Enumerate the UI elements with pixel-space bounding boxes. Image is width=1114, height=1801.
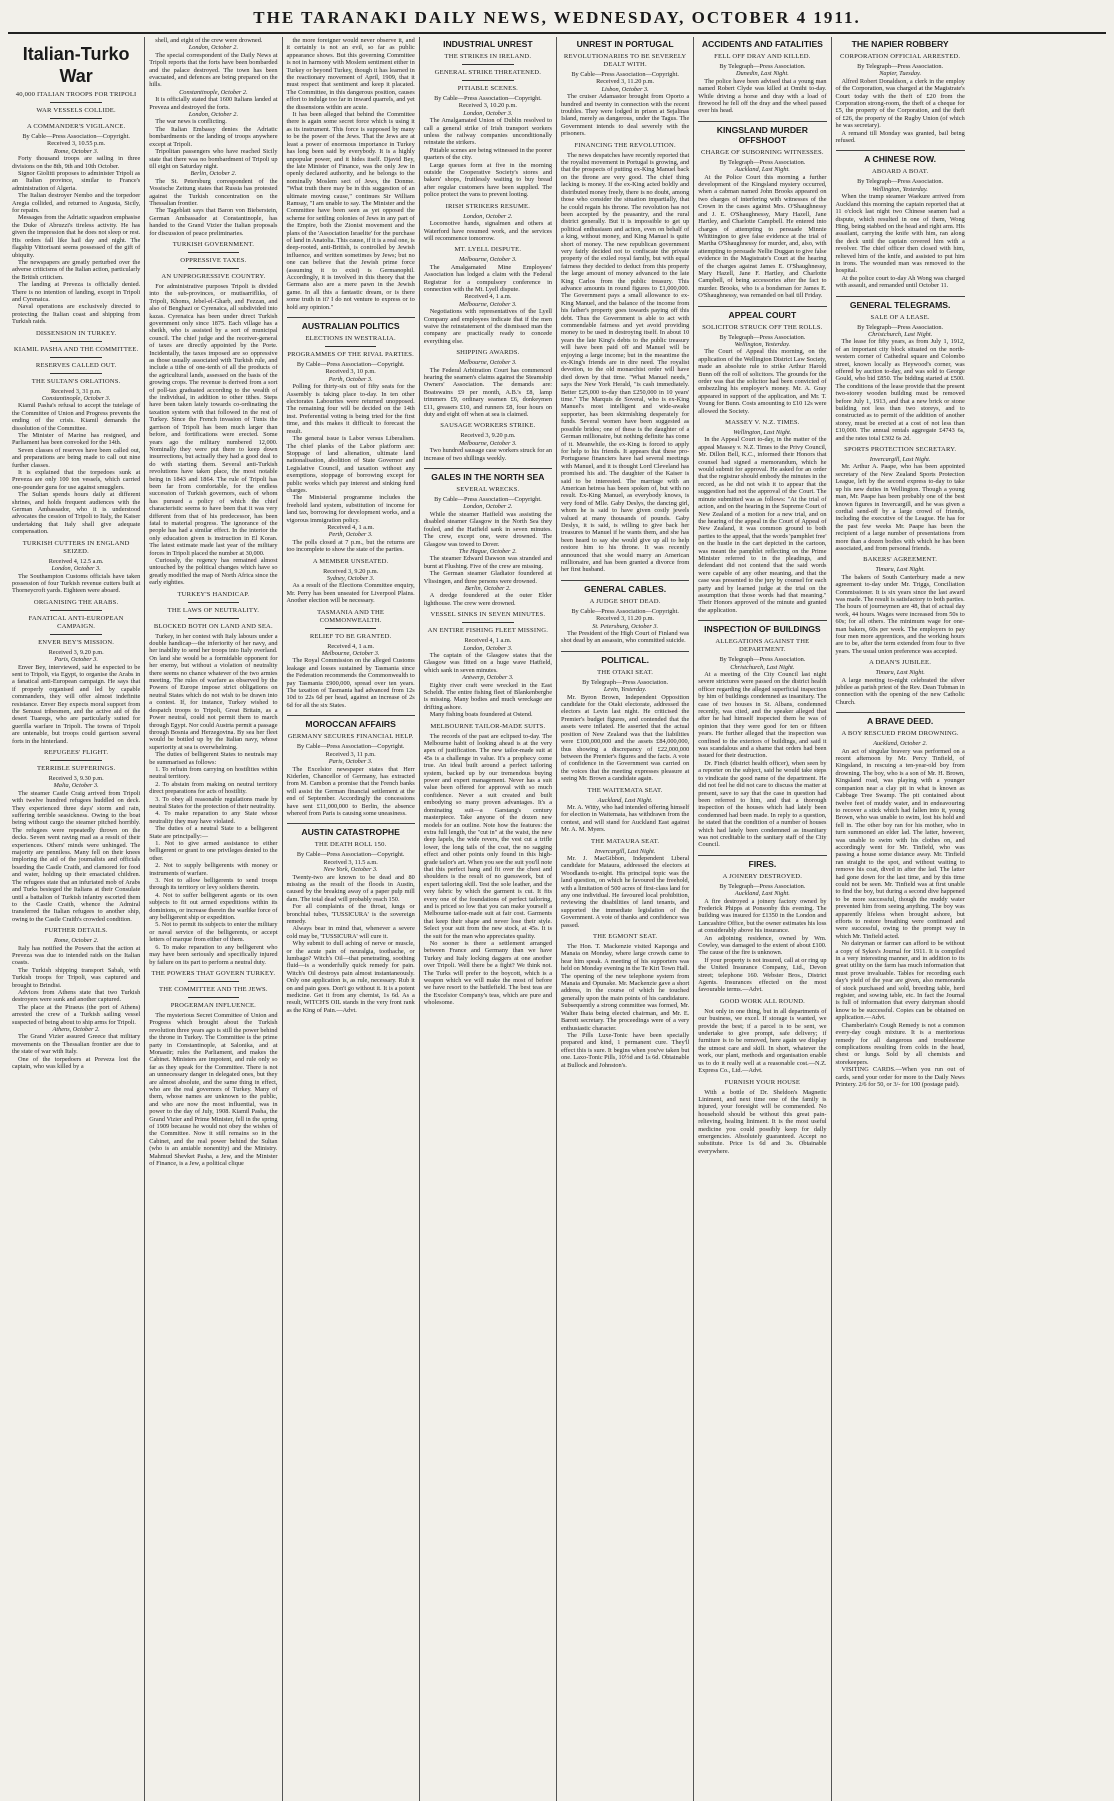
article-paragraph: Why submit to dull aching of nerve or muscle, or the acute pain of neuralgia, toothache, or lumbago? Witch's Oil—that penetrating, soothing fluid—is a wonderfully quick remedy for pain. Witch's Oil destroys pain almost instantaneously. Only one application is, as rule, necessary. Rub it on and pain goes. Don't go without it. It is a potent medicine. Get it from any chemist, 1s 6d. As a result, WITCH'S OIL stands in the very front rank as the King of Pain.—Advt.	[286, 940, 415, 1014]
article-paragraph: Curiously, the regency has remained almost untouched by the political changes which have so greatly modified the map of North Africa since the early eighties.	[149, 557, 278, 587]
section-headline: MOROCCAN AFFAIRS	[287, 715, 415, 729]
article-paragraph: A remand till Monday was granted, bail being refused.	[835, 129, 965, 145]
article-paragraph: The Italian destroyer Nembo and the torpedoer Aregia collided, and returned to Augusta, Sicily, for repairs.	[12, 192, 141, 215]
credit-line: Received 3, 9.30 p.m.	[48, 775, 104, 782]
subheading: OPPRESSIVE TAXES.	[180, 256, 247, 264]
credit-line: Received 3, 9.20 p.m.	[460, 432, 516, 440]
section-headline: ACCIDENTS AND FATALITIES	[701, 39, 823, 49]
column-6	[694, 37, 831, 1801]
article-paragraph: The Excelsior newspaper states that Herr Kiderlen, Chancellor of Germany, has extracted from M. Cambon a promise that the French banks will assist the German financial settlement at the end of September. Accordingly the concessions have sent £11,000,000 to Berlin, the absence whereof from Paris is causing some uneasiness.	[286, 765, 415, 817]
article-paragraph: The Ministerial programme includes the freehold land system, substitution of income for land tax, borrowing for development works, and a vigorous immigration policy.	[286, 494, 415, 524]
dateline: Auckland, Last Night.	[734, 890, 790, 898]
article-paragraph: The police have been advised that a young man named Robert Clyde was killed at Omihi to-day. While driving a horse and dray with a load of firewood he fell off the dray and the wheel passed over his head.	[698, 77, 827, 115]
article-paragraph: Polling for thirty-six out of fifty seats for the Assembly is taking place to-day. In ten other electorates Labourites were returned unopposed. The remaining four will be decided on the 14th inst. Preferential voting is being tried for the first time, and this makes it difficult to forecast the result.	[286, 383, 415, 435]
article-paragraph: The cruiser Adamastor brought from Oporto a hundred and twenty in connection with the recent troubles. They were lodged in prison at Sejalinas Island, merely as dangerous, under the Tagus. The Government intends to deal severely with the prisoners.	[561, 93, 690, 138]
subheading: MT. LYELL DISPUTE.	[454, 246, 522, 254]
divider-rule	[325, 628, 376, 629]
article-paragraph: 5. Not to permit its subjects to enter the military or naval service of the belligerents, or accept letters of marque from either of them.	[149, 921, 278, 944]
subheading: ALLEGATIONS AGAINST THE DEPARTMENT.	[715, 638, 810, 654]
section-headline: APPEAL COURT	[698, 306, 826, 320]
section-headline: KINGSLAND MURDER OFFSHOOT	[698, 121, 826, 145]
article-paragraph: The general issue is Labor versus Liberalism. The chief planks of the Labor platform are: Stoppage of land alienation, ultimate land nationalisation, abolition of State Governor and Legislative Council, and taxation without any exemptions, stoppage of borrowing except for public works which pay interest and sinking fund charges.	[286, 435, 415, 494]
article-paragraph: Naval operations are exclusively directed to protecting the Italian coast and shipping from Turkish raids.	[12, 303, 141, 326]
credit-line: Received 3, 9.20 p.m.	[323, 567, 379, 575]
article-paragraph: The lease for fifty years, as from July 1, 1912, of an important city block situated on the north-western corner of Cathedral square and Colombo street, known locally as Heywood's corner, was offered by auction to-day, and was sold to George Gould, who bid £850. The bidding started at £500. The conditions of the lease provide that the present two-storey wooden building must be removed before July 1, 1913, and that a new brick or stone building not less than two storeys, and to constructed as to permit of the addition of another storey, must be erected at a cost of not less than £10,000. The annual rentals aggregate £4743 6s, and the rates total £302 6s 2d.	[835, 338, 965, 442]
divider-rule	[188, 981, 239, 982]
article-paragraph: The Southampton Customs officials have taken possession of four Turkish revenue cutters built at Thorneycroft yards. Eighteen were aboard.	[12, 572, 141, 595]
article-paragraph: Two hundred sausage case workers struck for an increase of two shillings weekly.	[423, 447, 552, 462]
credit-line: By Telegraph—Press Association.	[719, 158, 806, 166]
section-headline: POLITICAL.	[561, 651, 689, 665]
subheading: A COMMANDER'S VIGILANCE.	[26, 123, 126, 130]
article-paragraph: For administrative purposes Tripoli is divided into the sub-provinces, or mutisarrifliks, of Tripoli, Khoms, Jebel-el-Gharb, and Fezzan, and also of Benghazi or Cyrenaica, all subdivided into kazas. Cyrenaica has been under direct Turkish government only since 1875. Each village has a sheikh, who is assisted by a sort of municipal council. The chief judge and the receiver-general of taxes are directly appointed by the Porte. Incidentally, the taxes imposed are so oppressive as those usually associated with Turkish rule, and include a tithe of one-tenth of all the products of the agricultural lands, assessed on the basis of the growing crops. The revenue is derived from a sort of poll-tax graduated according to the wealth of the individual, in addition to other tithes. Steps have been taken lately towards co-ordinating the taxation system with that followed in the rest of Turkey. Since the French invasion of Tunis the garrison of Tripoli has been much larger than before, and fortifications were erected. Some years ago the military numbered 12,000. Nominally they were put there to keep down insurrections, but actually they had a good deal to do with starting them. Several anti-Turkish revolutions have taken place, the most notable being in 1843 and 1864. The rule of Tripoli has been far from comfortable, for the endless succession of Turkish governors, each of whom has pursued a policy of which the chief characteristic seems to have been that it was very different from that of his predecessor, has been fatal to material progress. The ignorance of the people has had a similar effect. In the interior the only education given is instruction in El Koran. The latest estimate made last year of the military forces in Tripoli placed the number at 30,000.	[149, 282, 278, 557]
subheading: DISSENSION IN TURKEY.	[35, 329, 117, 337]
article-paragraph: It has been alleged that behind the Committee there is again some secret force which is using it as its instrument. This force is supposed by many to be the power of the Jews. That the Jews are at least a power of enormous importance in Turkey has long been said by everybody. It is a highly unpopular power, and it hides itself. Djavid Bey, the late Minister of Finance, was the only Jew in openly declared authority, and he belongs to the nominally Moslem sect of Jews, the Donme. "What truth there may be in this suggestion of an ultimate moving cause," continues Sir William Ramsay, "I am unable to say. The Minister and the Committee have been seen as yet opposed the scheme for settling colonies of Jews in any part of the Empire, both the Zionist movement and the plans of the 'Association Israelite' for the purchase of land in Anatolia. This cause, if it is a real one, is deep-rooted, anti-British, is controlled by Jewish influence, and written sometimes by Jews; but no one can believe that the Jewish prime force (assuming it to exist) is Germanophil. Accordingly, it is involved in this theory that the Germans also are a mere pawn in the Jewish game. In all this a fantastic dream, or is there some truth in it? I do not venture to express or to hold any opinion."	[286, 111, 415, 311]
divider-rule	[50, 102, 101, 103]
article-paragraph: The Sultan spends hours daily at different shrines, and holds frequent audiences with the German Ambassador, who it is understood advocates the cession of Tripoli to Italy, the Kaiser undertaking that Italy shall give adequate compensation.	[12, 491, 141, 536]
credit-line: By Cable—Press Association—Copyright.	[296, 361, 405, 369]
article-paragraph: Negotiations with representatives of the Lyell Company and employees indicate that if the men waive the reinstatement of the dismissed man the company are practically ready to concede everything else.	[423, 308, 552, 345]
article-paragraph: A dredge foundered at the outer Elder lighthouse. The crew were drowned.	[423, 592, 552, 607]
credit-line: Received 3, 11.20 p.m.	[596, 78, 655, 86]
article-paragraph: Mr. Arthur A. Paape, who has been appointed secretary of the New Zealand Sports Protection League, left by the second express to-day to take up his new duties in Wellington. Though a young man, Mr. Paape has been probably one of the best known figures in Invercargill, and he was given a cordial send-off by a large crowd of friends, including the executive of the League. He has for the past few weeks Mr. Paape has been the recipient of a large number of presentations from more than a dozen bodies with which he has been associated, and from personal friends.	[835, 463, 965, 552]
dateline: Athens, October 2.	[52, 1026, 100, 1033]
dateline: London, October 3.	[51, 565, 101, 573]
dateline: Melbourne, October 3.	[459, 300, 517, 308]
article-paragraph: An act of singular bravery was performed on a recent afternoon by Mr. Percy Tinfield, of Kingsland, in rescuing a ten-year-old boy from drowning. The boy, who is a son of Mr. H. Brown, Kingsland road, was playing with a younger companion near a clay pit in what is known as Cabbage Tree Swamp. The pit contained about twelve feet of muddy water, and in endeavouring to recover a stick which had fallen into it, young Brown, who was unable to swim, lost his hold and fell in. The other boy ran for his mother, who in turn summoned an elder lad. The latter, however, was unable to swim with his clothes on, and accordingly went for Mr. Tinfield, who was passing a house some distance away. Mr. Tinfield ran straight to the spot, and without waiting to remove his coat, dived in after the lad. The latter had gone down for the last time, and by this time could not be seen. Mr. Tinfield was at first unable to find the boy, but during a second dive happened to be more successful, though the muddy water prevented him from seeing anything. The boy was apparently lifeless when brought ashore, but efforts to restore breathing were continued and were successful, owing to the prompt way in which Mr. Tinfield acted.	[835, 747, 965, 940]
divider-rule	[50, 118, 101, 119]
dateline: London, October 2.	[463, 212, 513, 220]
subheading: TURKISH GOVERNMENT.	[172, 240, 255, 248]
column-5	[557, 37, 694, 1801]
article-paragraph: At the police court to-day Ah Wong was charged with assault, and remanded until October 11.	[835, 274, 965, 290]
divider-rule	[50, 357, 101, 358]
subheading: RELIEF TO BE GRANTED.	[309, 632, 392, 640]
article-paragraph: The Pills Luxe-Tonic have been specially prepared and kind, 1 permanent cure. They'll effect this is sure. It begins when you've taken but one. Laxo-Tonic Pills, 10½d and 1s 6d. Obtainable at Bullock and Johnston's.	[561, 1031, 690, 1069]
dateline: London, October 2.	[463, 503, 513, 511]
section-headline: INDUSTRIAL UNREST	[443, 39, 533, 49]
credit-line: By Cable—Press Association—Copyright.	[434, 95, 542, 102]
section-headline: INSPECTION OF BUILDINGS	[698, 620, 826, 634]
divider-rule	[50, 373, 101, 374]
subheading: THE LAWS OF NEUTRALITY.	[167, 606, 260, 614]
article-paragraph: Enver Bey, interviewed, said he expected to be sent to Tripoli, via Egypt, to organise the Arabs in a fanatical anti-European campaign. He says that if properly organised and led by capable commanders, they will offer almost indefinite resistance. Enver Bey expects moral support from the Senussi tribesmen, and the active aid of the desert Tuaregs, who are particularly suited for guerilla warfare in Tripoli. The towns of Tripoli are untenable, but troops could garrison several forts in the hinterland.	[12, 663, 141, 745]
divider-rule	[325, 346, 376, 347]
article-paragraph: The Tageblatt says that Baron von Bieberstein, German Ambassador at Constantinople, has handed to the Grand Vizier the Italian proposals for discussion of peace preliminaries.	[149, 207, 278, 237]
article-paragraph: The war news is conflicting.	[155, 118, 227, 126]
dateline: Berlin, October 2.	[190, 170, 237, 178]
subheading: CHARGE OF SUBORNING WITNESSES.	[701, 148, 824, 156]
dateline: Timaru, Last Night.	[875, 669, 925, 677]
article-paragraph: Eighty river craft were wrecked in the East Scheldt. The entire fishing fleet of Blankenberghe is missing. Many bodies and much wreckage are drifting ashore.	[423, 681, 552, 711]
subheading: SAUSAGE WORKERS STRIKE.	[440, 422, 536, 430]
credit-line: Received 4, 1 a.m.	[327, 642, 375, 650]
subheading: A DEAN'S JUBILEE.	[869, 659, 932, 667]
article-paragraph: the more foreigner would never observe it, and it certainly is not an evil, so far as public appearance shows. But this governing Committee is not in harmony with Moslem sentiment either in Turkey or beyond Turkey, though it has learned in the reactionary movement of April, 1909, that it must respect that sentiment and keep it placated. The Committee, in this dangerous position, causes effort to indulge too far in inward quarrels, and yet the dissensions within are acute.	[286, 37, 415, 111]
subheading: IRISH STRIKERS RESUME.	[445, 202, 531, 210]
article-paragraph: The polls closed at 7 p.m., but the returns are too incomplete to show the state of the parties.	[286, 538, 415, 554]
article-paragraph: The bakers of South Canterbury made a new agreement to-day under Mr. Triggs, Conciliation Commissioner. It is six years since the last award was made. The result is satisfactory to both parties. The hours of journeymen are 48, that of actual day work, 44 hours. Wages were increased from 50s to 60s; for all others. The minimum wage for one-man bakers, 60s per week. The employers to pay four men more apprentices, and the working hours are to be, after the term extended from four to five years. The usual union preference was accepted.	[835, 573, 965, 655]
subheading: WAR VESSELS COLLIDE.	[36, 107, 116, 114]
article-paragraph: VISITING CARDS.—When you run out of cards, send your order for more to the Daily News Printery. 2/6 for 50, or 3/- for 100 (postage paid).	[835, 1066, 965, 1088]
article-paragraph: The mysterious Secret Committee of Union and Progress which brought about the Turkish revolution three years ago is still the power behind the throne in Turkey. The Committee is the prime party in Constantinople, at Salonika, and at Monastir; rules the Parliament, and makes the Cabinet. Ministers are impotent, and rule only so far as they speak for the Committee. There is not an unnecessary danger in delegated ones, but they are almost absolute, and the same thing in effect, who are the real governors of Turkey. Many of them, whose names are unknown to the public, and who are now the most influential, was in power to the day of July, 1908. Kiamil Pasha, the Grand Vizier and Prime Minister, fell in the spring of 1909 because he would not obey the wishes of the Committee. Now it still remains so in the Cabinet, and the real power behind the Sultan (who is an amiable nonentity) and the Ministry. Mahmud Shevket Pasha, a Jew, and the Minister of Finance, is a Jew, a political clique	[149, 1011, 278, 1168]
subheading: THE POWERS THAT GOVERN TURKEY.	[151, 969, 276, 977]
article-paragraph: The Turkish shipping transport Sabah, with Turkish troops for Tripoli, was captured and brought to Brindisi.	[12, 966, 141, 989]
credit-line: By Cable—Press Association—Copyright.	[22, 133, 130, 140]
dateline: Dunedin, Last Night.	[735, 70, 789, 78]
article-paragraph: 1. Not to give armed assistance to either belligerent or grant to one privileges denied to the other.	[149, 840, 278, 862]
subheading: RESERVES CALLED OUT.	[35, 361, 117, 369]
subheading: THE SULTAN'S ORLATIONS.	[31, 377, 121, 385]
article-paragraph: 4. Not to suffer belligerent agents or its own subjects to fit out armed expeditions within its dominions, or increase therein the warlike force of any belligerent ship or expedition.	[149, 891, 278, 922]
subheading: THE OTAKI SEAT.	[597, 668, 654, 676]
dateline: Timaru, Last Night.	[875, 566, 925, 574]
dateline: Paris, October 3.	[54, 656, 98, 664]
subheading: 40,000 ITALIAN TROOPS FOR TRIPOLI	[15, 91, 137, 98]
article-paragraph: The Court of Appeal this morning, on the application of the Wellington District Law Society, made an absolute rule to strike Arthur Harold Bunn off the roll of solicitors. The grounds for the order was that the solicitor had been convicted of embezzling his employer's money. Mr. A. Gray appeared in support of the application, and Mr. T. Young for Bunn. Costs amounting to £10 12s were allowed the Society.	[698, 348, 827, 415]
section-headline: FIRES.	[698, 855, 826, 869]
subheading: AN UNPROGRESSIVE COUNTRY.	[161, 272, 266, 280]
article-paragraph: Large queues form at five in the morning outside the Cooperative Society's stores and bakers' shops, fruitlessly waiting to buy bread after regular customers have been supplied. The police protect the vans to prevent looting.	[423, 161, 552, 199]
article-paragraph: Pitiable scenes are being witnessed in the poorer quarters of the city.	[423, 146, 552, 162]
dateline: Napier, Tuesday.	[879, 70, 922, 78]
article-paragraph: The Minister of Marine has resigned, and Parliament has been convoked for the 14th.	[12, 432, 141, 447]
subheading: MASSEY V. N.Z. TIMES.	[725, 419, 800, 427]
article-paragraph: When the tramp steamer Waekure arrived from Auckland this morning the captain reported that at 11 o'clock last night two Chinese seamen had a dispute, which resulted in one of them, Wong Hing, being stabbed on the head and right arm. His assailant, carrying the knife with him, ran along the deck until the captain covered him with a revolver. The chief officer then closed with him, relieved him of the knife, and assisted to put him in irons. The wounded man was removed to the hospital.	[835, 193, 965, 275]
subheading: THE WAITEMATA SEAT.	[587, 786, 663, 794]
article-paragraph: Italy has notified the Powers that the action at Preveza was due to intended raids on the Italian coasts.	[12, 944, 141, 967]
credit-line: Received 4, 1 a.m.	[464, 293, 512, 301]
dateline: Auckland, Last Night.	[734, 166, 790, 174]
credit-line: By Cable—Press Association—Copyright.	[434, 496, 542, 504]
article-paragraph: It is officially stated that 1600 Italians landed at Preveza and destroyed the forts.	[149, 96, 278, 111]
article-paragraph: The duties of a neutral State to a belligerent State are principally:—	[149, 825, 278, 840]
article-paragraph: An adjoining residence, owned by Wm. Cowley, was damaged to the extent of about £100. The cause of the fire is unknown.	[698, 934, 827, 957]
subheading: A JOINERY DESTROYED.	[722, 872, 803, 880]
subheading: ABOARD A BOAT.	[871, 168, 929, 176]
dateline: The Hague, October 2.	[458, 547, 517, 555]
article-paragraph: shell, and eight of the crew were drowned.	[155, 37, 263, 44]
credit-line: Received 3, 11.20 p.m.	[596, 615, 655, 623]
subheading: FURTHER DETAILS.	[44, 927, 108, 935]
subheading: TURKISH CUTTERS IN ENGLAND SEIZED.	[22, 539, 130, 555]
article-paragraph: Turkey, in her contest with Italy labours under a double handicap—the inferiority of her navy, and her inability to send her troops into Italy overland. On land she would be a formidable opponent for her enemy, but without a violation of neutrality there seems no chance whatever of the two armies meeting. The rules of warfare as observed by the Powers of Europe impose strict obligations on neutral States which do not wish to be drawn into a contest. If, for instance, Turkey wished to despatch troops to Tripoli, Great Britain, as a Power neutral, could not permit them to march through Egypt. Nor could Austria permit a passage through Bosnia and Herzegovina. By sea her fleet would be bottled up by the Italian navy, whose superiority at sea is overwhelming.	[149, 632, 278, 751]
dateline: Berlin, October 2.	[464, 584, 511, 592]
article-paragraph: It is explained that the torpedoes sunk at Preveza are only 100 ton vessels, which carried one-pounder guns for use against smugglers.	[12, 469, 141, 491]
subheading: SALE OF A LEASE.	[870, 313, 930, 321]
subheading: FINANCING THE REVOLUTION.	[574, 141, 676, 149]
dateline: Constantinople, October 3.	[41, 394, 111, 402]
section-headline: AUSTRALIAN POLITICS	[287, 317, 415, 331]
dateline: London, October 3.	[463, 644, 513, 652]
section-headline: GENERAL CABLES.	[561, 580, 689, 594]
divider-rule	[188, 268, 239, 269]
dateline: Antwerp, October 3.	[462, 674, 514, 682]
divider-rule	[50, 610, 101, 611]
subheading: MELBOURNE TAILOR-MADE SUITS.	[430, 722, 546, 730]
credit-line: By Cable—Press Association—Copyright.	[571, 71, 679, 78]
credit-line: By Telegraph—Press Association.	[857, 63, 944, 70]
section-headline: GALES IN THE NORTH SEA	[424, 468, 552, 482]
divider-rule	[50, 341, 101, 342]
article-paragraph: The German steamer Gladiator foundered at Vlissingen, and three persons were drowned.	[423, 570, 552, 585]
dateline: Levin, Yesterday.	[603, 686, 647, 694]
article-paragraph: The records of the past are eclipsed to-day. The Melbourne habit of looking ahead is at the very apex of justification. The new tailor-made suit at 45s is a challenge in value. It's a prophecy come true. An ideal built around a perfect tailoring system, backed up by our tremendous buying power and expert management. Never has a suit value been offered for approval with so much confidence. Never a suit created and built embodying so many proven advantages. It's a dominating suit—a Garstang's century masterpiece. Take anyone of the dozen new models for an outline. Note how the features: the extra full length, the "cut in" at the waist, the new deep lapels, the wide revers, the vest cut a trifle lower, the long tails of the coat, the no sagging effect and other points only found in this high-grade tailor's art. When you see the suit you'll note that this perfect hang and fit over the chest and shoulders is the result of no guesswork, but of expert tailoring skill. Test the sole leather, and the very fabric by which the garment is cut. It fits every one of the foundations of perfect tailoring, and is priced so low that you can make yourself a Melbourne tailor-made suit at fair cost. Garments that keep their shape and never lose their style. Select your suit from the new stock, at 45s. It is the suit for the man who appreciates quality.	[423, 732, 552, 940]
article-paragraph: A large meeting to-night celebrated the silver jubilee as parish priest of the Rev. Dean Tubman in connection with the opening of the new Catholic Church.	[835, 676, 965, 706]
credit-line: By Telegraph—Press Association.	[719, 882, 806, 890]
article-paragraph: The Hon. T. Mackenzie visited Kaponga and Manaia on Monday, where large crowds came to hear him speak. A meeting of his supporters was held on Monday evening in the Te Kiri Town Hall. The opening of the new telephone system from Manaia and Opunake. Mr. Mackenzie gave a short address, in the course of which he touched generally upon the main points of his candidature. Subsequently a strong committee was formed, Mr. Walter Ihaia being elected chairman, and Mr. E. Barrett secretary. The proceedings were of a very enthusiastic character.	[561, 943, 690, 1032]
credit-line: Received 3, 10.55 p.m.	[47, 140, 106, 148]
subheading: BLOCKED BOTH ON LAND AND SEA.	[153, 622, 273, 630]
subheading: REFUGEES' FLIGHT.	[44, 749, 109, 756]
masthead: THE TARANAKI DAILY NEWS, WEDNESDAY, OCTOBER 4 1911.	[8, 6, 1106, 34]
credit-line: Received 3, 9.20 p.m.	[48, 648, 104, 656]
subheading: ENVER BEY'S MISSION.	[38, 638, 115, 646]
subheading: TASMANIA AND THE COMMONWEALTH.	[317, 608, 385, 624]
article-paragraph: Dr. Finch (district health officer), when seen by a reporter on the subject, said he would take steps to vindicate the good name of the department. He did not feel he did not care to discuss the matter at present, save to say that the case in question had been referred to him, and that a thorough inspection of the houses which had lately been condemned had been made. In reply to a question, he stated that the condition of a number of houses which had lately been condemned as insanitary was not creditable to the sanitary staff of the City Council.	[698, 759, 827, 849]
dateline: Invercargill, Last Night.	[594, 847, 656, 855]
dateline: Paris, October 3.	[328, 758, 373, 766]
dateline: St. Petersburg, October 3.	[592, 622, 659, 630]
subheading: TERRIBLE SUFFERINGS.	[36, 765, 116, 772]
column-1	[8, 37, 145, 1801]
dateline: Perth, October 3.	[328, 375, 373, 383]
credit-line: Received 3, 31 p.m.	[50, 387, 102, 395]
subheading: THE COMMITTEE AND THE JEWS.	[158, 985, 268, 993]
article-paragraph: Seven classes of reserves have been called out, and preparations are being made to call out nine further classes.	[12, 446, 141, 469]
subheading: TURKEY'S HANDICAP.	[177, 590, 250, 598]
credit-line: By Telegraph—Press Association.	[719, 63, 806, 70]
subheading: THE DEATH ROLL 150.	[314, 841, 387, 849]
article-paragraph: Mr. Byron Brown, Independent Opposition candidate for the Otaki electorate, addressed the electors at Levin last night. He criticised the Premier's budget figures, and contended that the assets were inflated. He asserted that the actual position of New Zealand was that the liabilities were £100,000,000 and the assets £84,000,000, thus showing a discrepancy of £22,000,000 between the Premier's figures and the facts. A vote of confidence in the Government was carried on the voices that the meeting expresses pleasure at seeing Mr. Brown a candidate again.	[561, 693, 690, 783]
article-paragraph: The Federal Arbitration Court has commenced hearing the seamen's claims against the Steamship Owners' Association. The demands are: Boatswains £9 per month, A.B.'s £8, lamp trimmers £9, ordinary seamen £6, donkeymen £11, greasers £10, and runners £8, four hours on duty and eight off when at sea is claimed.	[423, 366, 552, 419]
divider-rule	[462, 64, 513, 65]
subheading: FANATICAL ANTI-EUROPEAN CAMPAIGN.	[28, 614, 124, 630]
dateline: Rome, October 2.	[53, 937, 99, 945]
article-paragraph: One of the torpedoers at Preveza lost the captain, who was killed by a	[12, 1055, 141, 1071]
divider-rule	[188, 602, 239, 603]
article-paragraph: Chamberlain's Cough Remedy is not a common every-day cough mixture. It is a meritorious remedy for all dangerous and troublesome complications resulting from colds in the head, chest or lungs. Sold by all chemists and storekeepers.	[835, 1021, 965, 1066]
subheading: SPORTS PROTECTION SECRETARY.	[844, 446, 957, 454]
article-paragraph: At the Police Court this morning a further development of the Kingsland mystery occurred, when a cabman named John Brooks appeared on two charges of interfering with witnesses of the Crown in the cases against Mrs. O'Shaughnessy and J. E. O'Shaughnessy, Mary Hazell, Jane Hartley, and Charlotte Campbell. He entered into charges of attempting to persuade Minnie Whittington to give false evidence at the trial of Martha O'Shaughnessy for murder, and, also, with attempting to persuade Nellie Duggan to give false evidence in the Magistrate's Court at the hearing of the charges against James E. O'Shaughnessy, Mary Hazell, Jane F. Hartley, and Charlotte Campbell, of being accessories after the fact to murder. Brooks, who is a bondsman for James E. O'Shaughnessy, was remanded on bail till Friday.	[698, 173, 827, 300]
dateline: Perth, October 3.	[328, 531, 373, 539]
subheading: ORGANISING THE ARABS.	[33, 598, 119, 606]
dateline: Melbourne, October 3.	[459, 439, 517, 447]
credit-line: Received 4, 1 a.m.	[327, 523, 375, 531]
column-container	[8, 37, 1106, 1801]
dateline: Malta, October 3.	[53, 782, 99, 790]
credit-line: By Telegraph—Press Association.	[857, 323, 944, 331]
subheading: A JUDGE SHOT DEAD.	[589, 597, 661, 605]
article-paragraph: 2. Not to supply belligerents with money or instruments of warfare.	[149, 862, 278, 877]
article-paragraph: The Royal Commission on the alleged Customs leakage and losses sustained by Tasmania since the Federation recommends the Commonwealth to pay Tasmania £900,000, spread over ten years. The taxation of Tasmania had advanced from 12s 10d to 22s 6d per head, against an increase of 2s 6d for all the six States.	[286, 657, 415, 709]
article-paragraph: Locomotive hands, signalmen and others at Waterford have resumed work, and the services will recommence tomorrow.	[423, 220, 552, 242]
article-paragraph: Messages from the Adriatic squadron emphasise the Duke of Abruzzi's tireless activity. He has given the impression that he does not sleep or rest. His orders fall like hail day and night. The flagship Vittorisani seems possessed of the gift of ubiquity.	[12, 214, 141, 259]
column-2	[145, 37, 282, 1801]
article-paragraph: Kiamil Pasha's refusal to accept the tutelage of the Committee of Union and Progress prevents the ending of the crisis. Kiamil demands the dissolution of the Committee.	[12, 402, 141, 432]
article-paragraph: 3. To obey all reasonable regulations made by neutral States for the protection of their neutrality.	[149, 795, 278, 810]
dateline: London, October 2.	[188, 44, 239, 52]
subheading: ELECTIONS IN WESTRALIA.	[305, 335, 396, 343]
column-3	[283, 37, 420, 1801]
section-headline: A CHINESE ROW.	[836, 150, 965, 164]
article-paragraph: Mr. J. MacGibbon, Independent Liberal candidate for Mataura, addressed the electors at Woodlands to-night. His principal topic was the land question, on which he favoured the freehold, with a limitation of 500 acres of first-class land for any one individual. He favoured local prohibition, reviewing the disabilities of land tenants, and supported the immediate legislation of the Government. A vote of thanks and confidence was passed.	[561, 854, 690, 929]
divider-rule	[188, 997, 239, 998]
article-paragraph: 2. To abstain from making on neutral territory direct preparations for acts of hostility.	[149, 780, 278, 796]
subheading: PROGRAMMES OF THE RIVAL PARTIES.	[287, 351, 414, 359]
dateline: Invercargill, Last Night.	[869, 456, 931, 464]
article-paragraph: The President of the High Court of Finland was shot dead by an assassin, who committed suicide.	[561, 630, 690, 645]
subheading: VESSEL SINKS IN SEVEN MINUTES.	[430, 611, 546, 619]
section-headline: AUSTIN CATASTROPHE	[287, 823, 415, 837]
article-paragraph: Signor Giolitti proposes to administer Tripoli as an Italian province, similar to France's administration of Algeria.	[12, 170, 141, 192]
subheading: GENERAL STRIKE THREATENED.	[434, 69, 542, 76]
subheading: THE MATAURA SEAT.	[591, 837, 660, 845]
dateline: Wellington, Last Night.	[733, 429, 792, 437]
article-paragraph: The Amalgamated Mine Employees' Association has lodged a claim with the Federal Registrar for a compulsory conference in connection with the Mt. Lyell dispute.	[423, 263, 552, 293]
article-paragraph: Mr. A. Witty, who had intended offering himself for election in Waitemata, has withdrawn from the contest, and will stand for Auckland East against Mr. A. M. Myers.	[561, 803, 690, 834]
dateline: Lisbon, October 3.	[601, 85, 649, 93]
credit-line: By Cable—Press Association—Copyright.	[296, 743, 405, 751]
credit-line: Received 3, 11.5 a.m.	[323, 858, 378, 866]
headline: Italian-Turko War	[22, 44, 130, 86]
section-headline: THE NAPIER ROBBERY	[851, 39, 949, 49]
section-headline: A BRAVE DEED.	[836, 712, 965, 726]
divider-rule	[50, 760, 101, 761]
article-paragraph: The captain of the Glasgow states that the Glasgow was fitted on a huge wave Hatfield, which sank in seven minutes.	[423, 651, 552, 674]
article-paragraph: The St. Petersburg correspondent of the Vossische Zeitung states that Russia has protested against the Turkish concentration on the Thessalian frontier.	[149, 177, 278, 207]
credit-line: By Cable—Press Association—Copyright.	[296, 851, 405, 859]
article-paragraph: 4. To make reparation to any State whose neutrality they may have violated.	[149, 810, 278, 825]
article-paragraph: The special correspondent of the Daily News at Tripoli reports that the forts have been bombarded and the palace destroyed. The town has been evacuated, and defences are being prepared on the hills.	[149, 51, 278, 89]
article-paragraph: The news despatches have recently reported that the royalist movement in Portugal is growing, and that the prospects of putting ex-King Manuel back on the throne are very good. The chief thing lacking is money. If the ex-King acted boldly and distributed money freely, there is no doubt, among those who consider the situation impartially, that he could regain his throne. The revolution has not been accepted by the peasantry, and the rural district generally. But it is impossible to get up political enthusiasm and action, even on behalf of a king, without money, and King Manuel is quite short of money. The new republican government very fairly decided not to confiscate the private property of the exiled royal family, but with equal fairness they decided to deduct from this property the large amount of money advanced to the late King Carlos from the public treasury. This advance amounts in round figures to £1,000,000. The Government pays a small allowance to ex-King Manuel, and the balance of the income from his father's property goes towards paying off this debt. Thus the Government is able to act with commendable fairness and yet avoid providing money to be used in destroying itself. In about 10 years the late King's debts to the public treasury will have been paid off and Manuel will be enjoying a large income; but in the meantime the ex-King's friends are in dire need. The royalist devotion, to the old monarchist order will have died down by that time. "What Manuel needs," says the New York Herald, "is cash immediately. Better £25,000 to-day than £250,000 in 10 years' time." The Marquis de Soveral, who is ex-King Manuel's most intelligent and wide-awake supporter, has been skirmishing desperately for funds. Several women have been suggested as possible brides; one of these is the daughter of a German millionaire, but nothing definite has come of it. Meanwhile, the ex-King is forced to apply for help to his friends. It appears that these pro-Portuguese financiers have had several meetings with Manuel, and it is thought Lord Cleveland has promised his aid. The daughter of the Kaiser is said to be interested. The marriage with an American heiress has been spoken of, but with no result. Ex-King Manuel, as everybody knows, is very fond of Mlle. Gaby Deslys, the dancing girl, whom he is said to have given costly jewels valued at many thousands of pounds. Gaby Deslys, it is said, is willing to give back her treasures to Manuel if he wants them, and she has been heard to say she would give up all to help restore him to his throne. It was recently announced that she would marry an American millionaire, and has been granted a divorce from her first husband.	[561, 151, 690, 574]
article-paragraph: Always bear in mind that, whenever a severe cold may be, 'TUSSICURA' will cure it.	[286, 925, 415, 940]
article-paragraph: Forty thousand troops are sailing in three divisions on the 8th, 9th and 10th October.	[12, 155, 141, 170]
dateline: Wellington, Yesterday.	[734, 340, 791, 348]
subheading: AN ENTIRE FISHING FLEET MISSING.	[427, 627, 549, 635]
article-paragraph: The place at the Piraeus (the port of Athens) arrested the crew of a Turkish sailing vessel suspected of being about to ship arms for Tripoli.	[12, 1003, 141, 1026]
article-paragraph: The newspapers are greatly perturbed over the adverse criticisms of the Italian action, particularly the British criticism.	[12, 258, 141, 281]
article-paragraph: If your property is not insured, call at or ring up the United Insurance Company, Ltd., Devon street; telephone 160. Webster Bros., District Agents. Insurances effected on the most favourable terms.—Advt.	[698, 956, 827, 994]
subheading: GERMANY SECURES FINANCIAL HELP.	[287, 733, 414, 741]
credit-line: By Telegraph—Press Association.	[582, 678, 669, 686]
article-paragraph: 1. To refrain from carrying on hostilities within neutral territory.	[149, 765, 278, 781]
credit-line: By Telegraph—Press Association.	[719, 333, 806, 341]
dateline: Auckland, October 2.	[873, 740, 928, 748]
article-paragraph: While the steamer Hatfield was assisting the disabled steamer Glasgow in the North Sea they fouled, and the Hatfield sank in seven minutes. The crew, except one, were drowned. The Glasgow was towed to Dover.	[423, 510, 552, 548]
article-paragraph: At a meeting of the City Council last night severe strictures were passed on the district health officer regarding the alleged superficial inspection by him of buildings condemned as insanitary. The case of two houses in St. Albans, condemned recently, was cited, and the speaker alleged that after he had himself inspected them he was of opinion that they were good for ten or fifteen years. He further alleged that the inspection was confined to the exteriors of buildings, and said it was scandalous and a shame that orders had been issued for their destruction.	[698, 671, 827, 760]
dateline: New York, October 3.	[323, 866, 378, 874]
dateline: Melbourne, October 3.	[459, 359, 517, 367]
article-paragraph: No dairyman or farmer can afford to be without a copy of Sykes's Journal for 1911. It is compiled in a very interesting manner, and in addition to its great utility on the farm has much information that must prove invaluable. Tables for recording each day's yield of the year are given, also memoranda of stock purchased and sold, breeding table, herd register, and sowing table, etc. In fact the Journal is full of information that every dairyman should know to be successful. Copies can be obtained on application.—Advt.	[835, 940, 965, 1022]
article-paragraph: The Italian Embassy denies the Adriatic bombardments or the landing of troops anywhere except at Tripoli.	[149, 125, 278, 148]
credit-line: Received 4, 1 a.m.	[464, 637, 512, 645]
credit-line: By Cable—Press Association—Copyright.	[571, 607, 679, 615]
subheading: PROGERMAN INFLUENCE.	[170, 1001, 257, 1009]
subheading: SOLICITOR STRUCK OFF THE ROLLS.	[702, 323, 823, 331]
dateline: Wellington, Yesterday.	[872, 185, 928, 193]
dateline: Auckland, Last Night.	[597, 796, 653, 804]
dateline: Melbourne, October 3.	[459, 256, 517, 264]
subheading: FELL OFF DRAY AND KILLED.	[714, 53, 811, 60]
column-4	[420, 37, 557, 1801]
divider-rule	[462, 622, 513, 623]
article-paragraph: For all complaints of the throat, lungs or bronchial tubes, 'TUSSICURA' is the sovereign remedy.	[286, 903, 415, 925]
credit-line: Received 4, 12.5 a.m.	[48, 557, 104, 565]
article-paragraph: A fire destroyed a joinery factory owned by Frederick Phipps at Ponsonby this evening. The building was insured for £1350 in the London and Lancashire Office, but the owner estimates his loss at considerably above his insurance.	[698, 897, 827, 935]
article-paragraph: In the Appeal Court to-day, in the matter of the appeal Massey v. N.Z. Times to the Privy Council, Mr. Dillon Bell, K.C., informed their Honors that counsel had signed a memorandum, which he would submit for approval. He asked for an order that the registrar should embody the minutes in the record, as he did not wish it to appear that the suggestion had not the approval of the Court. The minute submitted was as follows: "At the trial of action, and on the hearing in the Supreme Court of New Zealand of a motion for a new trial, and on the hearing of the appeal in the Court of Appeal of New Zealand, it was common ground to both parties to the appeal, that the words 'pamphlet free' on the hustle in the cart depicted in the cartoon, was meant the pamphlet reflecting on the Prime Minister referred to in the pleadings, and defendant did not contend that the said words were capable of any other meaning, and that the case was presented to the jury by counsel for each party and by learned judge at the trial on the assumption that those words had that meaning." Their Honors approved of the minute and granted the application.	[698, 436, 827, 614]
credit-line: Received 3, 11 p.m.	[325, 750, 376, 758]
subheading: A BOY RESCUED FROM DROWNING.	[841, 730, 959, 738]
article-paragraph: Alfred Robert Donaldson, a clerk in the employ of the Corporation, was charged at the Magistrate's Court today with the theft of £20 from the Corporation strong-room, the theft of a cheque for £5, the property of the Corporation, and the theft of £26, the property of the Rugby Union (of which he was secretary).	[835, 77, 965, 130]
subheading: SEVERAL WRECKS.	[456, 486, 520, 494]
subheading: REVOLUTIONARIES TO BE SEVERELY DEALT WITH.	[563, 53, 687, 68]
credit-line: By Telegraph—Press Association.	[857, 178, 944, 186]
dateline: Christchurch, Last Night.	[730, 663, 795, 671]
subheading: KIAMIL PASHA AND THE COMMITTEE.	[13, 345, 139, 353]
dateline: Melbourne, October 3.	[321, 650, 380, 658]
dateline: Sydney, October 3.	[326, 575, 375, 582]
subheading: PITIABLE SCENES.	[457, 85, 519, 92]
article-paragraph: As a result of the Elections Committee enquiry, Mr. Perry has been unseated for Liverpool Plains. Another election will be necessary.	[286, 582, 415, 605]
section-headline: GENERAL TELEGRAMS.	[836, 296, 965, 310]
article-paragraph: The landing at Preveza is officially denied. There is no intention of landing, except in Tripoli and Cyrenaica.	[12, 281, 141, 303]
dateline: London, October 2.	[188, 111, 239, 119]
credit-line: Received 3, 10 p.m.	[325, 368, 376, 376]
article-paragraph: Tripolitan passengers who have reached Sicily state that there was no bombardment of Tripoli up till eight on Saturday night.	[149, 148, 278, 170]
article-paragraph: No sooner is there a settlement arranged between France and Germany than we have Turkey and Italy locking daggers at one another over Tripoli. Well there be a fight? We think not. The Turks will prefer to the boycott, which is a weapon which we will make the most of before we have resort to the battlefield. The best teas are the Excelsior Company's teas, which are pure and wholesome.	[423, 940, 552, 1007]
subheading: BAKERS' AGREEMENT.	[863, 556, 938, 564]
subheading: THE STRIKES IN IRELAND.	[444, 53, 532, 60]
article-paragraph: Many fishing boats foundered at Ostend.	[429, 711, 533, 719]
dateline: Constantinople, October 2.	[179, 88, 248, 96]
article-paragraph: The steamer Castle Craig arrived from Tripoli with twelve hundred refugees huddled on deck. They experienced three days' storm and rain, suffering terrible seasickness. Owing to the boat being without cargo the steamer pitched horribly. The refugees were repeatedly thrown on the decks. Seven went raving mad as a result of their experiences. Others' minds were unhinged. The majority are penniless. Many fell on their knees imploring the aid of the journalists and officials boarding the Castle Craith, and clamored for food and water, holding up their emaciated children. The refugees state that an infuriated mob of Arabs and Turks besieged the Italians at their Consulate until a battalion of Turkish infantry escorted them to the Castle Craith, whence the Admiral transferred the Italian refugees to another ship, owing to the Castle Craith's crowded condition.	[12, 789, 141, 923]
divider-rule	[50, 634, 101, 635]
divider-rule	[188, 618, 239, 619]
divider-rule	[462, 80, 513, 81]
article-paragraph: The duties of belligerent States to neutrals may be summarised as follows:	[149, 751, 278, 766]
subheading: CORPORATION OFFICIAL ARRESTED.	[840, 53, 961, 60]
dateline: London, October 3.	[463, 109, 513, 117]
article-paragraph: The steamer Edward Dawson was stranded and burnt at Flushing. Five of the crew are missing.	[423, 555, 552, 570]
subheading: THE EGMONT SEAT.	[592, 933, 658, 941]
article-paragraph: Advices from Athens state that two Turkish destroyers were sunk and another captured.	[12, 988, 141, 1004]
article-paragraph: Twenty-two are known to be dead and 80 missing as the result of the floods in Austin, caused by the breaking away of a paper pulp mill dam. The total dead will probably reach 150.	[286, 873, 415, 903]
article-paragraph: The Grand Vizier assured Greece that military movements on the Thessalian frontier are due to the state of war with Italy.	[12, 1033, 141, 1056]
subheading: GOOD WORK ALL ROUND.	[719, 997, 806, 1005]
subheading: FURNISH YOUR HOUSE	[724, 1078, 801, 1086]
credit-line: Received 3, 10.20 p.m.	[458, 102, 517, 110]
divider-rule	[188, 252, 239, 253]
section-headline: UNREST IN PORTUGAL	[576, 39, 674, 49]
credit-line: By Telegraph—Press Association.	[719, 656, 806, 664]
dateline: Christchurch, Last Night.	[868, 330, 933, 338]
column-7	[832, 37, 969, 1801]
article-paragraph: 3. Not to allow belligerents to send troops through its territory or levy soldiers therein.	[149, 877, 278, 892]
article-paragraph: Not only in one thing, but in all departments of our business, we excel. If storage is wanted, we provide the best; if a parcel is to be sent, we undertake to give prompt, safe delivery; if furniture is to be removed, here again we display the utmost care and skill. In short, whatever the work, our plant, methods and organisation enable us to do it really well at a reasonable cost.—N.Z. Express Co., Ltd.—Advt.	[698, 1007, 827, 1075]
subheading: SHIPPING AWARDS.	[456, 349, 520, 357]
article-paragraph: The Amalgamated Union of Dublin resolved to call a general strike of Irish transport workers unless the railway companies unconditionally reinstate the strikers.	[423, 117, 552, 147]
article-paragraph: With a bottle of Dr. Sheldon's Magnetic Liniment, and next time one of the family is injured, your foresight will be commended. No household should be without this great pain-relieving, healing liniment. It is the most useful medicine you could possibly keep for dally emergencies. Absolutely guaranteed. Accept no substitute. Price 1s 6d and 3s. Obtainable everywhere.	[698, 1088, 827, 1155]
article-paragraph: 6. To make reparation to any belligerent who may have been seriously and specifically injured by failure on its part to perform a neutral duty.	[149, 943, 278, 966]
dateline: Rome, October 3.	[53, 147, 99, 155]
subheading: A MEMBER UNSEATED.	[312, 557, 389, 565]
